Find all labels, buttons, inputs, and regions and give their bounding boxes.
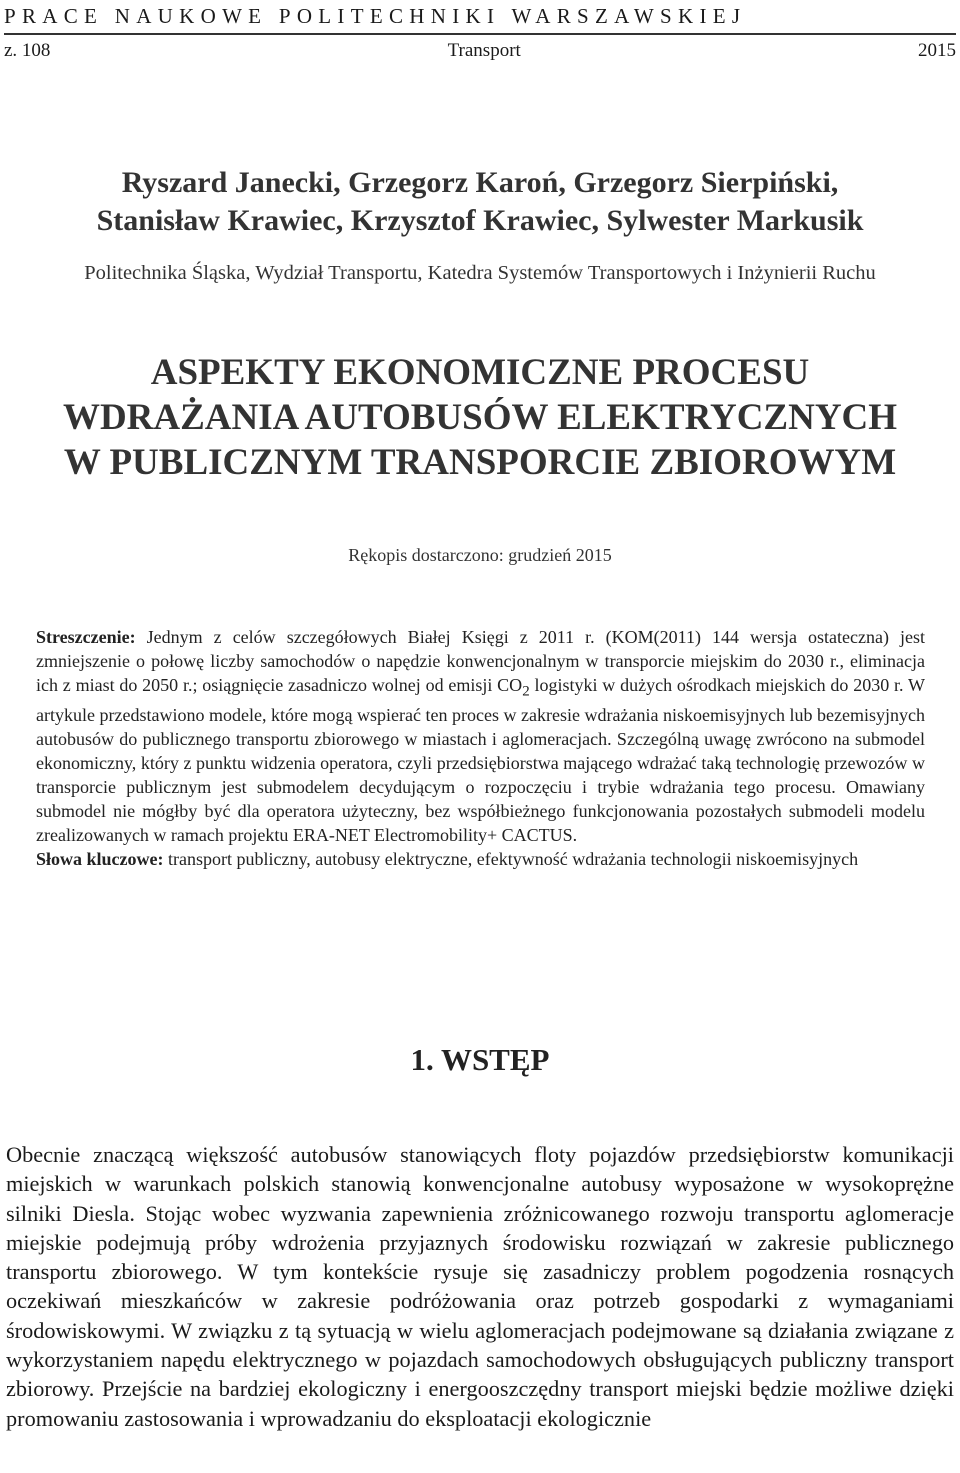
keywords-label: Słowa kluczowe:	[36, 848, 164, 869]
body-paragraph: Obecnie znaczącą większość autobusów stanowiących floty pojazdów przedsiębiorstw komunikacji miejskich w warunkach polskich stanowią konwencjonalne autobusy wyposażone w wysokoprężne silniki Diesla. Stojąc wobec wyzwania zapewnienia zróżnicowanego rozwoju transportu aglomeracje miejskie podejmują próby wdrożenia przyjaznych środowisku rozwiązań w zakresie publicznego transportu zbiorowego. W tym kontekście rysuje się zasadniczy problem pogodzenia rosnących oczekiwań mieszkańców w zakresie podróżowania oraz potrzeb gospodarki z wymaganiami środowiskowymi. W związku z tą sytuacją w wielu aglomeracjach podejmowane są działania związane z wykorzystaniem napędu elektrycznego w pojazdach samochodowych obsługujących publiczny transport zbiorowy. Przejście na bardziej ekologiczny i energooszczędny transport miejski będzie możliwe dzięki promowaniu zastosowania i wprowadzaniu do eksploatacji ekologicznie	[6, 1142, 954, 1431]
received-date: Rękopis dostarczono: grudzień 2015	[348, 545, 612, 565]
abstract-text-a: Jednym z celów szczegółowych Białej Księgi z 2011 r. (KOM(2011) 144 wersja ostateczna) jest zmniejszenie o połowę liczby samochodów o napędzie konwencjonalnym w transporcie miejskim do 2030 r., eliminacja ich z miast do 2050 r.; osiągnięcie zasadniczo wolnej od emisji CO	[36, 627, 925, 695]
affiliation: Politechnika Śląska, Wydział Transportu, Katedra Systemów Transportowych i Inżynierii Ruchu	[84, 262, 876, 284]
title-line-3: W PUBLICZNYM TRANSPORCIE ZBIOROWYM	[63, 442, 897, 483]
journal-title: PRACE NAUKOWE POLITECHNIKI WARSZAWSKIEJ	[4, 4, 747, 28]
body-text	[6, 1140, 954, 1433]
keywords-text: transport publiczny, autobusy elektryczne, efektywność wdrażania technologii niskoemisyjnych	[163, 848, 859, 869]
issue-line	[4, 40, 956, 62]
abstract-label: Streszczenie:	[36, 627, 136, 647]
section-heading: 1. WSTĘP	[410, 1042, 550, 1077]
authors-line-1: Ryszard Janecki, Grzegorz Karoń, Grzegorz Sierpiński,	[121, 166, 839, 199]
keywords-paragraph	[36, 848, 925, 872]
issue-number: z. 108	[4, 40, 51, 61]
title-line-1: ASPEKTY EKONOMICZNE PROCESU	[150, 352, 810, 393]
abstract-text-b: logistyki w dużych ośrodkach miejskich do 2030 r. W artykule przedstawiono modele, które mogą wspierać ten proces w zakresie wdrażania niskoemisyjnych lub bezemisyjnych autobusów do publicznego transportu zbiorowego w miastach i aglomeracjach. Szczególną uwagę zwrócono na submodel ekonomiczny, który z punktu widzenia operatora, czyli przedsiębiorstwa mającego wdrażać taką technologię przewozów w transporcie publicznym jest submodelem decydującym o rozpoczęciu i trybie wdrażania tego procesu. Omawiany submodel nie mógłby być dla operatora użyteczny, bez współbieżnego funkcjonowania pozostałych submodeli modelu zrealizowanych w ramach projektu ERA-NET Electromobility+ CACTUS.	[36, 674, 925, 845]
title-line-2: WDRAŻANIA AUTOBUSÓW ELEKTRYCZNYCH	[62, 397, 898, 438]
abstract	[36, 626, 925, 872]
paper-title	[0, 350, 960, 485]
abstract-subscript: 2	[522, 683, 530, 700]
authors	[0, 164, 960, 240]
authors-line-2: Stanisław Krawiec, Krzysztof Krawiec, Sylwester Markusik	[96, 204, 864, 237]
abstract-paragraph	[36, 626, 925, 848]
series-name: Transport	[447, 40, 521, 61]
issue-year: 2015	[917, 40, 956, 61]
header-rule	[4, 33, 956, 35]
